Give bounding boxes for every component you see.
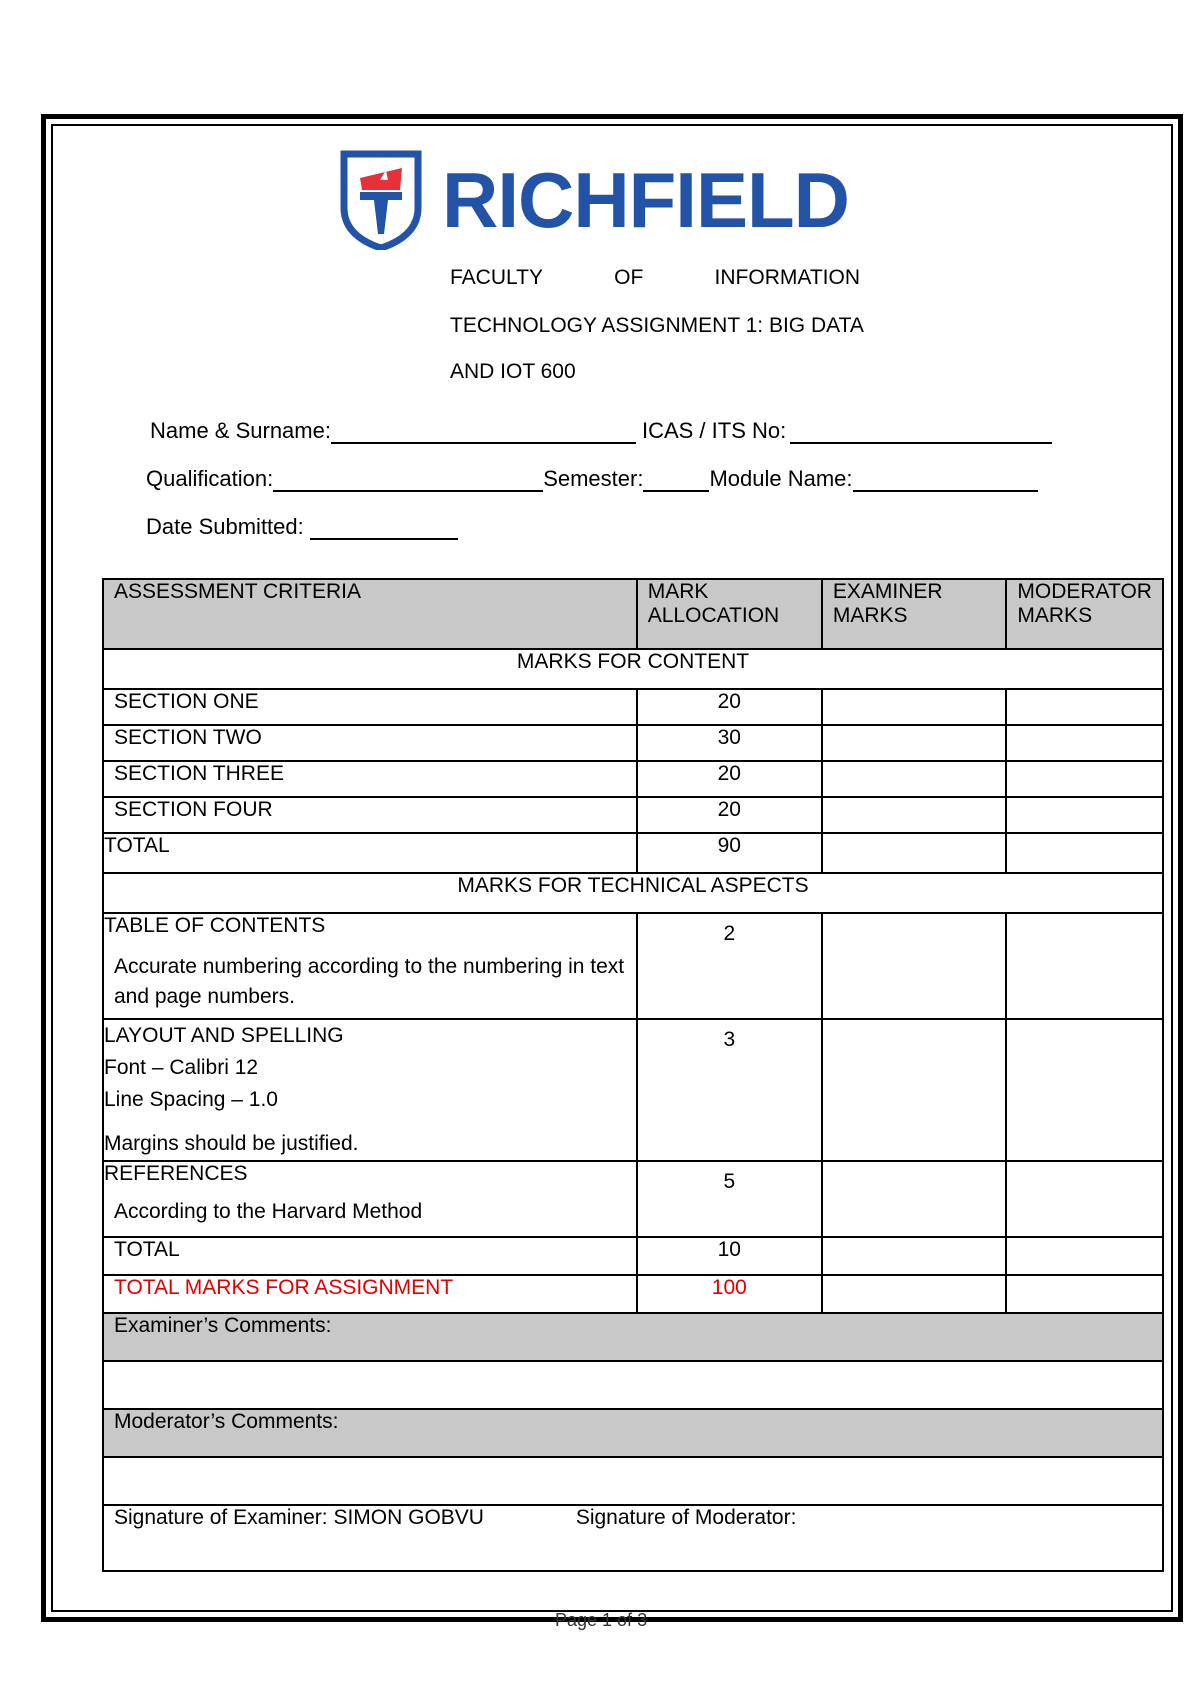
qualification-label: Qualification: [146,466,274,491]
moderator-mark-cell[interactable] [1006,1161,1163,1237]
moderator-mark-cell[interactable] [1006,1275,1163,1313]
references-mark: 5 [637,1161,822,1237]
examiner-comments-label: Examiner’s Comments: [103,1313,1163,1361]
richfield-logo [340,148,849,252]
qualification-row [146,466,1038,492]
toc-label: TABLE OF CONTENTS [104,914,326,937]
toc-cell [103,913,637,1019]
layout-label: LAYOUT AND SPELLING [104,1024,344,1047]
semester-field[interactable] [643,468,709,492]
table-row [103,725,1163,761]
moderator-comments-label: Moderator’s Comments: [103,1409,1163,1457]
allocation-header: MARK ALLOCATION [637,579,822,649]
examiner-comments-heading-row [103,1313,1163,1361]
section-mark: 20 [637,761,822,797]
icas-label: ICAS / ITS No: [641,418,787,443]
section-label: SECTION FOUR [103,797,637,833]
semester-label: Semester: [543,466,644,491]
moderator-mark-cell[interactable] [1006,1237,1163,1275]
examiner-mark-cell[interactable] [822,913,1007,1019]
section-mark: 20 [637,689,822,725]
section-mark: 20 [637,797,822,833]
technical-heading-row [103,873,1163,913]
title-word-information: INFORMATION [714,266,860,289]
examiner-mark-cell[interactable] [822,1237,1007,1275]
module-field[interactable] [853,468,1038,492]
examiner-mark-cell[interactable] [822,797,1007,833]
grand-total-label: TOTAL MARKS FOR ASSIGNMENT [103,1275,637,1313]
assessment-table [102,578,1164,1572]
moderator-mark-cell[interactable] [1006,761,1163,797]
signature-row [103,1505,1163,1571]
references-cell [103,1161,637,1237]
examiner-mark-cell[interactable] [822,689,1007,725]
examiner-mark-cell[interactable] [822,1019,1007,1161]
examiner-mark-cell[interactable] [822,1161,1007,1237]
toc-mark: 2 [637,913,822,1019]
content-total-row [103,833,1163,873]
signature-moderator: Signature of Moderator: [575,1506,797,1529]
moderator-mark-cell[interactable] [1006,833,1163,873]
toc-desc: Accurate numbering according to the numbering in text and page numbers. [114,955,625,1008]
title-line-1 [450,266,860,290]
criteria-header: ASSESSMENT CRITERIA [103,579,637,649]
moderator-comments-row [103,1457,1163,1505]
qualification-field[interactable] [273,468,543,492]
layout-font: Font – Calibri 12 [104,1056,259,1079]
signature-examiner: Signature of Examiner: SIMON GOBVU [114,1506,484,1529]
icas-field[interactable] [790,420,1052,444]
title-word-faculty: FACULTY [450,266,543,289]
name-icas-row [150,418,1052,444]
section-label: SECTION THREE [103,761,637,797]
toc-row [103,913,1163,1019]
section-label: SECTION TWO [103,725,637,761]
examiner-mark-cell[interactable] [822,1275,1007,1313]
moderator-mark-cell[interactable] [1006,797,1163,833]
layout-row [103,1019,1163,1161]
technical-total-row [103,1237,1163,1275]
examiner-comments-field[interactable] [103,1361,1163,1409]
layout-mark: 3 [637,1019,822,1161]
table-header-row [103,579,1163,649]
name-field[interactable] [331,420,636,444]
layout-cell [103,1019,637,1161]
layout-spacing: Line Spacing – 1.0 [104,1088,278,1111]
references-row [103,1161,1163,1237]
technical-total-mark: 10 [637,1237,822,1275]
examiner-mark-cell[interactable] [822,761,1007,797]
examiner-mark-cell[interactable] [822,833,1007,873]
page-number: Page 1 of 3 [555,1610,648,1630]
technical-total-label: TOTAL [103,1237,637,1275]
layout-margins: Margins should be justified. [104,1132,359,1155]
content-total-label: TOTAL [103,833,637,873]
date-label: Date Submitted: [146,514,304,539]
moderator-mark-cell[interactable] [1006,913,1163,1019]
moderator-mark-cell[interactable] [1006,1019,1163,1161]
moderator-comments-field[interactable] [103,1457,1163,1505]
content-total-mark: 90 [637,833,822,873]
date-row [146,514,458,540]
title-word-of: OF [614,266,644,289]
moderator-mark-cell[interactable] [1006,689,1163,725]
examiner-mark-cell[interactable] [822,725,1007,761]
title-line-3: AND IOT 600 [450,360,576,383]
name-label: Name & Surname: [150,418,331,443]
grand-total-row [103,1275,1163,1313]
table-row [103,797,1163,833]
date-field[interactable] [310,516,458,540]
references-label: REFERENCES [104,1162,248,1185]
content-heading-row [103,649,1163,689]
technical-heading: MARKS FOR TECHNICAL ASPECTS [103,873,1163,913]
examiner-header: EXAMINER MARKS [822,579,1007,649]
section-label: SECTION ONE [103,689,637,725]
torch-shield-icon [340,150,422,250]
references-desc: According to the Harvard Method [114,1200,423,1223]
table-row [103,761,1163,797]
moderator-header: MODERATOR MARKS [1006,579,1163,649]
table-row [103,689,1163,725]
module-label: Module Name: [709,466,853,491]
title-line-2: TECHNOLOGY ASSIGNMENT 1: BIG DATA [450,314,864,337]
examiner-comments-row [103,1361,1163,1409]
grand-total-mark: 100 [637,1275,822,1313]
section-mark: 30 [637,725,822,761]
moderator-mark-cell[interactable] [1006,725,1163,761]
content-heading: MARKS FOR CONTENT [103,649,1163,689]
moderator-comments-heading-row [103,1409,1163,1457]
logo-text: RICHFIELD [442,156,849,244]
signature-cell [103,1505,1163,1571]
